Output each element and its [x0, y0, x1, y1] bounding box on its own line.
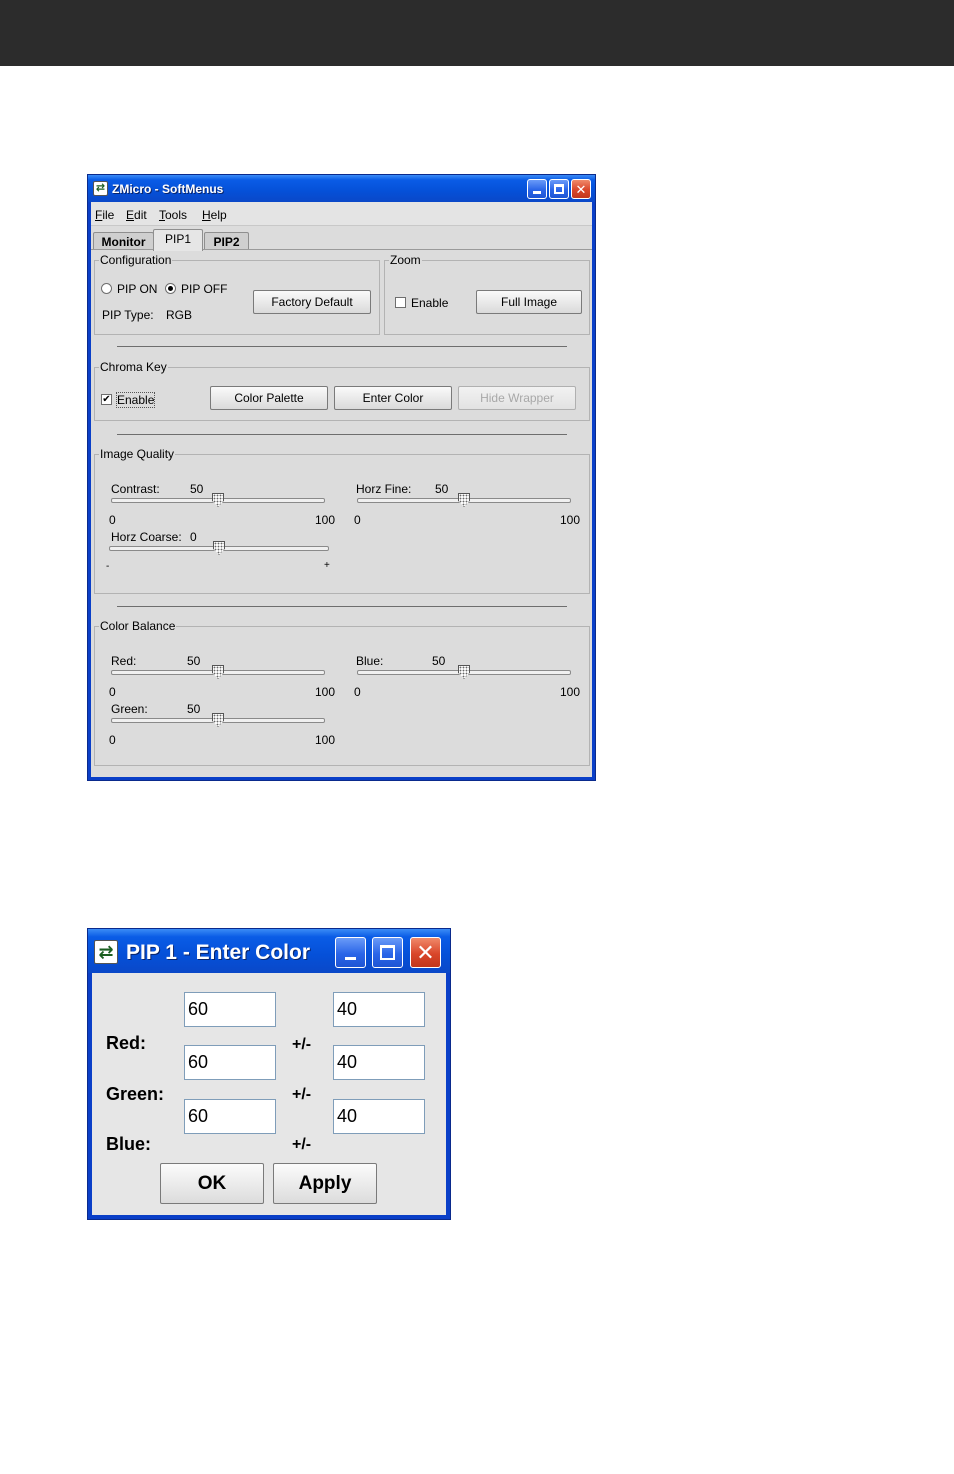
horz-coarse-label: Horz Coarse: [111, 530, 182, 544]
configuration-group [94, 253, 380, 335]
blue-value-input[interactable] [184, 1099, 276, 1134]
blue-slider-thumb[interactable] [458, 665, 470, 679]
color-palette-button[interactable]: Color Palette [210, 386, 328, 410]
red-slider-thumb[interactable] [212, 665, 224, 679]
red-tolerance-input[interactable] [333, 992, 425, 1027]
tab-pip2[interactable]: PIP2 [204, 232, 249, 250]
separator [117, 434, 567, 435]
pip-off-radio[interactable] [165, 283, 176, 294]
window-client [91, 202, 592, 777]
green-tolerance-input[interactable] [333, 1045, 425, 1080]
contrast-value: 50 [190, 482, 204, 496]
blue-value: 50 [432, 654, 446, 668]
minimize-button[interactable] [335, 937, 366, 968]
maximize-button[interactable] [549, 179, 569, 199]
close-button[interactable] [410, 937, 441, 968]
contrast-slider-thumb[interactable] [212, 493, 224, 507]
separator [117, 606, 567, 607]
menu-file-label: ile [102, 208, 115, 222]
red-slider[interactable] [111, 670, 325, 675]
apply-button[interactable]: Apply [273, 1163, 377, 1204]
factory-default-button[interactable]: Factory Default [253, 290, 371, 314]
pip-on-radio[interactable] [101, 283, 112, 294]
contrast-max: 100 [315, 513, 336, 527]
zoom-enable-label: Enable [411, 296, 449, 310]
red-min: 0 [109, 685, 116, 699]
menu-edit-label: dit [134, 208, 147, 222]
zoom-title: Zoom [390, 253, 421, 267]
softmenus-window [87, 174, 596, 781]
horz-coarse-slider-thumb[interactable] [213, 541, 225, 555]
horz-fine-min: 0 [354, 513, 361, 527]
horz-coarse-value: 0 [190, 530, 197, 544]
maximize-button[interactable] [372, 937, 403, 968]
blue-row-label: Blue: [106, 1134, 151, 1154]
horz-fine-value: 50 [435, 482, 449, 496]
checkmark-icon: ✔ [102, 394, 111, 405]
red-tolerance-label: +/- [292, 1036, 312, 1053]
horz-coarse-max: + [324, 560, 330, 571]
contrast-label: Contrast: [111, 482, 160, 496]
chroma-key-group [94, 360, 590, 421]
pip1-tab-panel [91, 249, 592, 777]
horz-fine-slider-thumb[interactable] [458, 493, 470, 507]
blue-slider[interactable] [357, 670, 571, 675]
zoom-enable-checkbox[interactable] [395, 297, 406, 308]
chroma-key-title: Chroma Key [100, 360, 167, 374]
menu-help-mnemonic: H [202, 208, 211, 222]
zmicro-app-icon[interactable]: ⇄ [94, 940, 118, 964]
red-value-input[interactable] [184, 992, 276, 1027]
menu-file[interactable] [95, 208, 114, 222]
horz-fine-label: Horz Fine: [356, 482, 412, 496]
configuration-title: Configuration [100, 253, 172, 267]
hide-wrapper-button[interactable]: Hide Wrapper [458, 386, 576, 410]
blue-min: 0 [354, 685, 361, 699]
horz-fine-max: 100 [560, 513, 581, 527]
menu-help[interactable] [202, 208, 227, 222]
close-icon: ✕ [575, 181, 587, 197]
menu-tools[interactable] [159, 208, 187, 222]
pip-on-label: PIP ON [117, 282, 158, 296]
separator [117, 346, 567, 347]
minimize-icon [345, 957, 357, 960]
blue-tolerance-input[interactable] [333, 1099, 425, 1134]
chroma-enable-checkbox[interactable] [101, 394, 112, 405]
green-max: 100 [315, 733, 336, 747]
green-slider-thumb[interactable] [212, 713, 224, 727]
green-tolerance-label: +/- [292, 1086, 312, 1103]
green-slider[interactable] [111, 718, 325, 723]
image-quality-group [94, 447, 590, 594]
green-value: 50 [187, 702, 201, 716]
close-icon: ✕ [416, 939, 435, 965]
minimize-button[interactable] [527, 179, 547, 199]
pip-type-label: PIP Type: [102, 308, 154, 322]
red-max: 100 [315, 685, 336, 699]
blue-max: 100 [560, 685, 581, 699]
menu-edit[interactable] [126, 208, 147, 222]
dialog-title: PIP 1 - Enter Color [126, 941, 310, 964]
red-label: Red: [111, 654, 137, 668]
close-button[interactable] [571, 179, 591, 199]
green-label: Green: [111, 702, 148, 716]
menu-edit-mnemonic: E [126, 208, 135, 222]
red-row-label: Red: [106, 1033, 146, 1053]
zoom-group [384, 253, 590, 335]
green-row-label: Green: [106, 1084, 165, 1104]
ok-button[interactable]: OK [160, 1163, 264, 1204]
contrast-slider[interactable] [111, 498, 325, 503]
window-title: ZMicro - SoftMenus [112, 182, 224, 196]
enter-color-button[interactable]: Enter Color [334, 386, 452, 410]
color-balance-title: Color Balance [100, 619, 176, 633]
dialog-title-bar[interactable] [88, 929, 450, 973]
maximize-icon [554, 184, 564, 194]
color-balance-group [94, 619, 590, 766]
green-value-input[interactable] [184, 1045, 276, 1080]
full-image-button[interactable]: Full Image [476, 290, 582, 314]
contrast-min: 0 [109, 513, 116, 527]
menu-tools-label: ools [165, 208, 188, 222]
dialog-client [92, 973, 446, 1215]
horz-fine-slider[interactable] [357, 498, 571, 503]
chroma-enable-label: Enable [117, 393, 155, 407]
minimize-icon [533, 191, 540, 194]
menu-file-mnemonic: F [95, 208, 103, 222]
maximize-icon [380, 945, 396, 961]
pip-type-value: RGB [166, 308, 193, 322]
page-header-bar [0, 0, 954, 66]
title-bar[interactable] [88, 175, 595, 202]
menu-help-label: elp [210, 208, 227, 222]
tab-monitor[interactable]: Monitor [93, 232, 154, 250]
horz-coarse-min: - [106, 561, 110, 572]
pip-off-label: PIP OFF [181, 282, 228, 296]
image-quality-title: Image Quality [100, 447, 175, 461]
menu-tools-mnemonic: T [159, 208, 165, 222]
horz-coarse-slider[interactable] [109, 546, 329, 551]
enter-color-dialog [87, 928, 451, 1220]
blue-label: Blue: [356, 654, 384, 668]
green-min: 0 [109, 733, 116, 747]
zmicro-app-icon[interactable]: ⇄ [93, 181, 108, 196]
blue-tolerance-label: +/- [292, 1136, 312, 1153]
menu-bar [91, 202, 592, 226]
tab-pip1[interactable]: PIP1 [153, 229, 203, 251]
red-value: 50 [187, 654, 201, 668]
